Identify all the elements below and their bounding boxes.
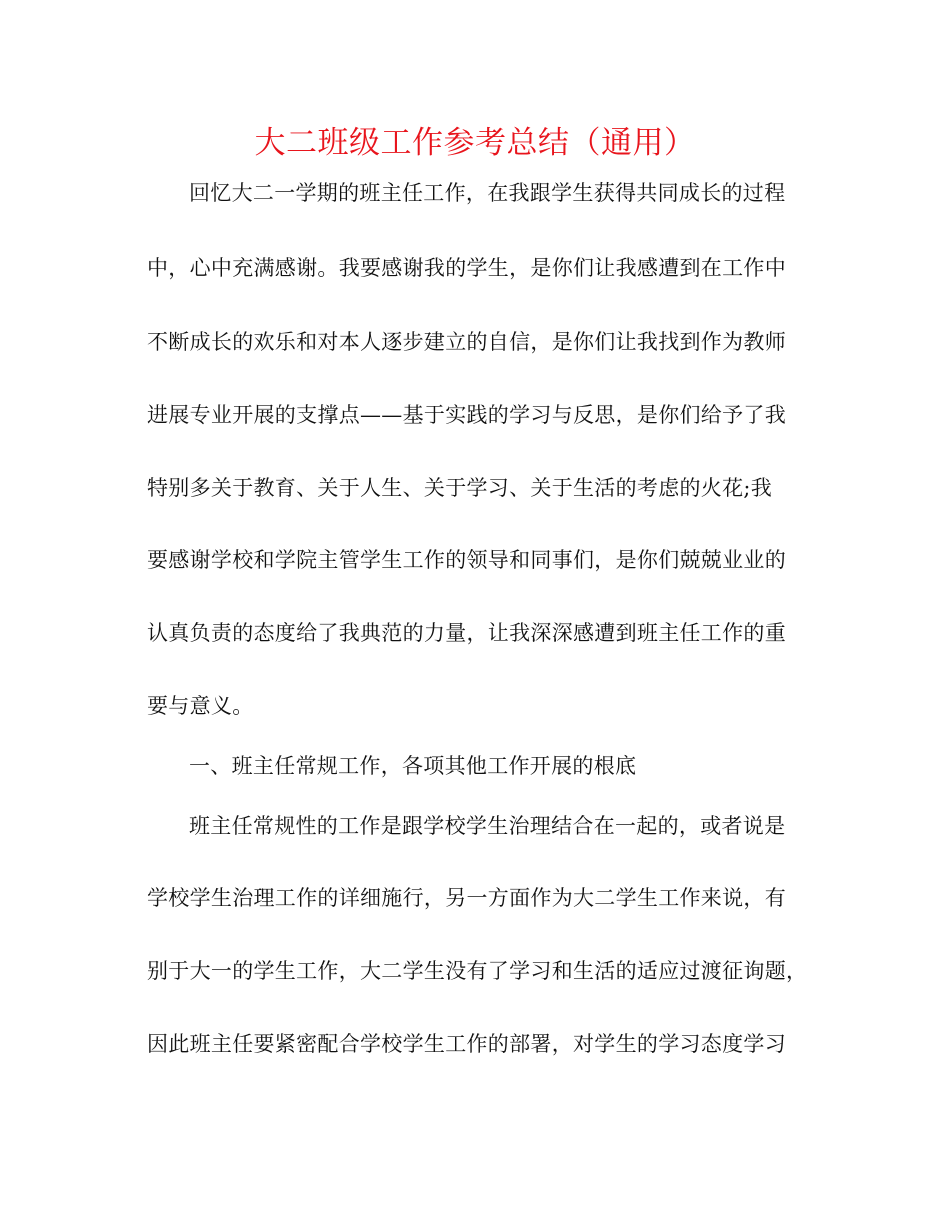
section-heading: 一、班主任常规工作，各项其他工作开展的根底: [189, 754, 637, 778]
paragraph-line: 学校学生治理工作的详细施行，另一方面作为大二学生工作来说，有: [147, 886, 786, 910]
paragraph-line: 特别多关于教育、关于人生、关于学习、关于生活的考虑的火花;我: [147, 476, 773, 500]
paragraph-line: 进展专业开展的支撑点——基于实践的学习与反思，是你们给予了我: [147, 403, 786, 427]
paragraph-line: 不断成长的欢乐和对本人逐步建立的自信，是你们让我找到作为教师: [147, 330, 786, 354]
paragraph-line: 要感谢学校和学院主管学生工作的领导和同事们，是你们兢兢业业的: [147, 548, 786, 572]
paragraph-line: 班主任常规性的工作是跟学校学生治理结合在一起的，或者说是: [189, 814, 786, 838]
paragraph-line: 因此班主任要紧密配合学校学生工作的部署，对学生的学习态度学习: [147, 1032, 786, 1056]
paragraph-line: 回忆大二一学期的班主任工作，在我跟学生获得共同成长的过程: [189, 181, 786, 205]
paragraph-line: 认真负责的态度给了我典范的力量，让我深深感遭到班主任工作的重: [147, 621, 786, 645]
paragraph-line: 要与意义。: [147, 694, 254, 718]
document-title: 大二班级工作参考总结（通用）: [254, 125, 696, 161]
paragraph-line: 中，心中充满感谢。我要感谢我的学生，是你们让我感遭到在工作中: [147, 256, 786, 280]
paragraph-line: 别于大一的学生工作，大二学生没有了学习和生活的适应过渡征询题，: [147, 959, 808, 983]
